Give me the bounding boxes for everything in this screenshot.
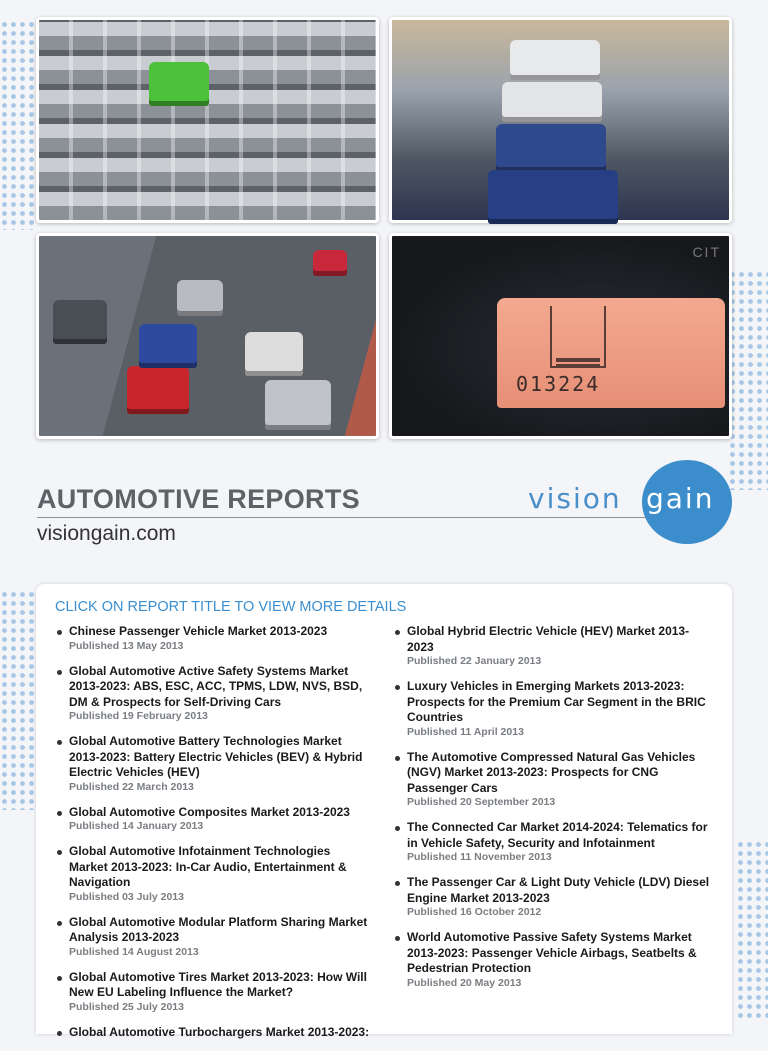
odometer-readout: 013224	[516, 372, 601, 396]
report-item	[55, 844, 370, 904]
report-published-date: Published 25 July 2013	[69, 1000, 184, 1013]
report-published-date: Published 20 May 2013	[407, 976, 522, 989]
report-published-date: Published 11 April 2013	[407, 725, 524, 738]
report-item	[55, 970, 370, 1014]
report-published-date: Published 20 September 2013	[407, 796, 556, 808]
report-item	[55, 805, 370, 834]
report-title-link[interactable]: Global Automotive Modular Platform Sharing Market Analysis 2013-2023	[69, 914, 368, 944]
report-title-link[interactable]: Chinese Passenger Vehicle Market 2013-2023	[69, 624, 328, 638]
white-car	[245, 332, 303, 376]
report-item	[393, 820, 713, 864]
report-published-date: Published 22 March 2013	[69, 780, 194, 793]
decorative-dots	[0, 590, 36, 810]
car-body	[510, 40, 600, 80]
report-item	[393, 624, 713, 668]
fuel-gauge-bar	[556, 358, 600, 362]
report-title-link[interactable]: Global Automotive Composites Market 2013-2023	[69, 804, 350, 819]
report-published-date: Published 03 July 2013	[69, 890, 184, 903]
report-title-link[interactable]: Global Automotive Tires Market 2013-2023: How Will New EU Labeling Influence the Market?	[69, 969, 367, 999]
silver-car	[177, 280, 223, 316]
report-list-left	[55, 624, 370, 1051]
report-title-link[interactable]: Global Automotive Battery Technologies Market 2013-2023: Battery Electric Vehicles (BEV) & Hybrid Electric Vehicles (HEV)	[69, 734, 363, 779]
decorative-dots	[728, 270, 768, 490]
report-item	[393, 750, 713, 810]
report-title-link[interactable]: Global Automotive Infotainment Technologies Market 2013-2023: In-Car Audio, Entertainment & Navigation	[69, 844, 347, 889]
highway-traffic-photo	[36, 233, 379, 439]
car-body	[502, 82, 602, 122]
report-item	[393, 679, 713, 739]
report-title-link[interactable]: The Passenger Car & Light Duty Vehicle (LDV) Diesel Engine Market 2013-2023	[407, 875, 710, 905]
report-item	[55, 734, 370, 794]
dark-car	[53, 300, 107, 344]
report-item	[55, 624, 370, 653]
car-body	[496, 124, 606, 172]
report-item	[55, 915, 370, 959]
decorative-dots	[736, 840, 768, 1020]
report-title-link[interactable]: Global Hybrid Electric Vehicle (HEV) Market 2013-2023	[407, 624, 690, 654]
report-title-link[interactable]: Global Automotive Active Safety Systems Market 2013-2023: ABS, ESC, ACC, TPMS, LDW, NVS, BSD, DM & Prospects for Self-Driving Cars	[69, 663, 363, 709]
report-item	[55, 1025, 370, 1041]
site-url[interactable]: visiongain.com	[37, 522, 176, 545]
fuel-gauge-photo	[389, 233, 732, 439]
logo-text-gain: gain	[646, 482, 715, 515]
report-title-link[interactable]: World Automotive Passive Safety Systems Market 2013-2023: Passenger Vehicle Airbags, Seatbelts & Pedestrian Protection	[407, 930, 697, 975]
report-published-date: Published 16 October 2012	[407, 906, 542, 918]
report-published-date: Published 14 January 2013	[69, 820, 204, 832]
report-item	[393, 930, 713, 990]
report-published-date: Published 11 November 2013	[407, 851, 552, 863]
red-car	[313, 250, 347, 276]
green-car	[149, 62, 209, 106]
logo-text-vision: vision	[528, 482, 622, 515]
fuel-gauge-bar	[556, 364, 600, 368]
report-title-link[interactable]: Luxury Vehicles in Emerging Markets 2013-2023: Prospects for the Premium Car Segment in the BRIC Countries	[407, 679, 706, 724]
panel-heading: CLICK ON REPORT TITLE TO VIEW MORE DETAILS	[55, 599, 407, 615]
red-car	[127, 366, 189, 414]
decorative-dots	[0, 20, 36, 230]
report-published-date: Published 13 May 2013	[69, 639, 184, 652]
page-title: AUTOMOTIVE REPORTS	[37, 484, 360, 514]
report-title-link[interactable]: The Connected Car Market 2014-2024: Telematics for in Vehicle Safety, Security and Infotainment	[407, 820, 708, 850]
report-list-right	[393, 624, 713, 1001]
silver-car	[265, 380, 331, 430]
blue-car	[139, 324, 197, 368]
report-published-date: Published 14 August 2013	[69, 945, 199, 958]
assembly-line-photo	[389, 17, 732, 223]
report-item	[393, 875, 713, 919]
title-divider	[37, 517, 647, 518]
report-item	[55, 664, 370, 724]
car-body	[488, 170, 618, 224]
report-title-link[interactable]: The Automotive Compressed Natural Gas Vehicles (NGV) Market 2013-2023: Prospects for CNG Passenger Cars	[407, 749, 696, 795]
report-published-date: Published 19 February 2013	[69, 710, 208, 722]
parking-lot-photo	[36, 17, 379, 223]
report-title-link[interactable]: Global Automotive Turbochargers Market 2013-2023:	[69, 1024, 370, 1039]
dashboard-brand-text: CIT	[692, 244, 721, 260]
report-published-date: Published 22 January 2013	[407, 655, 542, 667]
